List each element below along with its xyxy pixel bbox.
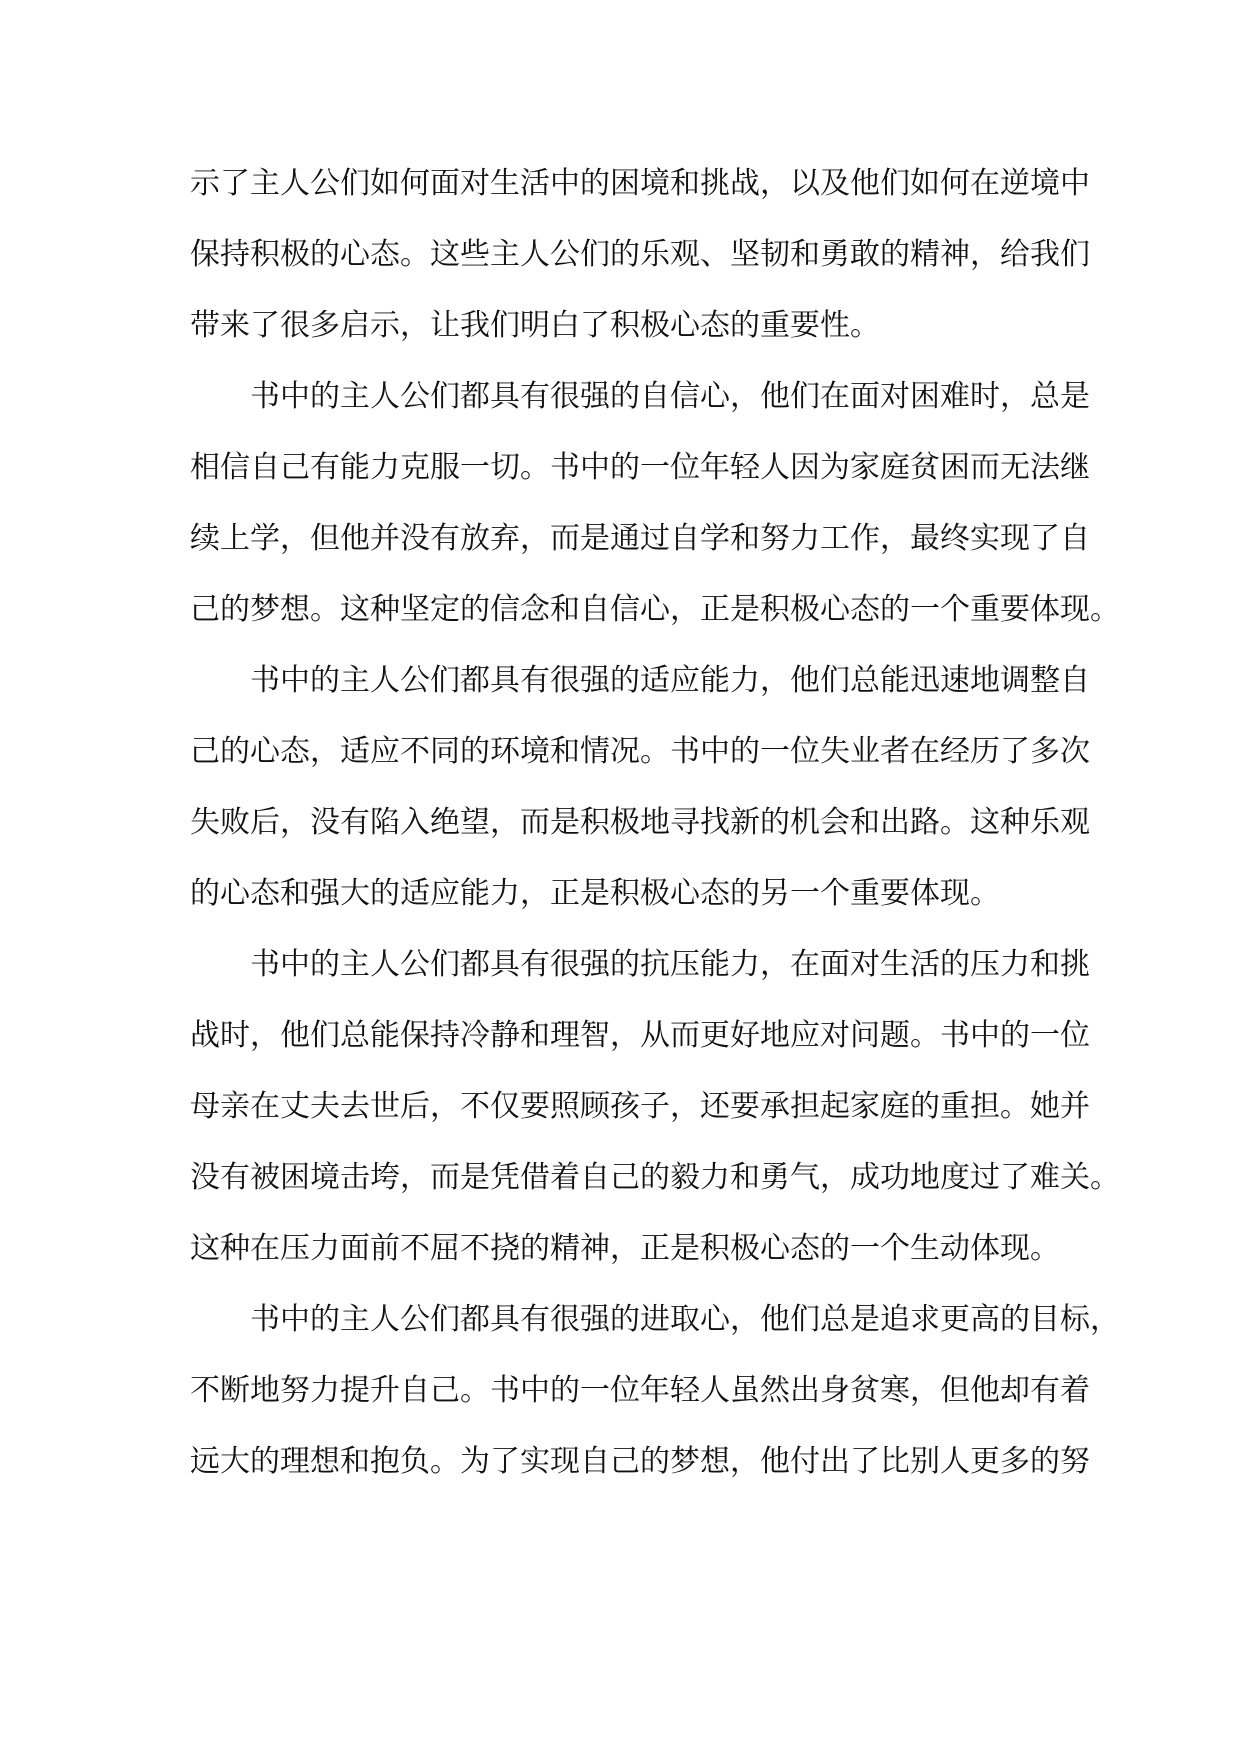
text-line: 相信自己有能力克服一切。书中的一位年轻人因为家庭贫困而无法继	[190, 450, 1090, 485]
text-line: 母亲在丈夫去世后，不仅要照顾孩子，还要承担起家庭的重担。她并	[190, 1089, 1090, 1124]
text-line: 保持积极的心态。这些主人公们的乐观、坚韧和勇敢的精神，给我们	[190, 237, 1090, 272]
text-line: 续上学，但他并没有放弃，而是通过自学和努力工作，最终实现了自	[190, 521, 1090, 556]
text-line: 书中的主人公们都具有很强的进取心，他们总是追求更高的目标，	[250, 1302, 1120, 1337]
paragraph-continuation	[190, 148, 1090, 361]
text-line: 带来了很多启示，让我们明白了积极心态的重要性。	[190, 308, 880, 343]
text-line: 战时，他们总能保持冷静和理智，从而更好地应对问题。书中的一位	[190, 1018, 1090, 1053]
paragraph-ambition	[190, 1284, 1120, 1497]
text-line: 示了主人公们如何面对生活中的困境和挑战，以及他们如何在逆境中	[190, 166, 1090, 201]
text-line: 不断地努力提升自己。书中的一位年轻人虽然出身贫寒，但他却有着	[190, 1373, 1090, 1408]
text-line: 己的心态，适应不同的环境和情况。书中的一位失业者在经历了多次	[190, 734, 1090, 769]
text-line: 失败后，没有陷入绝望，而是积极地寻找新的机会和出路。这种乐观	[190, 805, 1090, 840]
text-line: 的心态和强大的适应能力，正是积极心态的另一个重要体现。	[190, 876, 1000, 911]
text-line: 这种在压力面前不屈不挠的精神，正是积极心态的一个生动体现。	[190, 1231, 1060, 1266]
paragraph-resilience	[190, 929, 1120, 1284]
text-line: 书中的主人公们都具有很强的抗压能力，在面对生活的压力和挑	[250, 947, 1090, 982]
document-body	[190, 148, 1120, 1497]
text-line: 己的梦想。这种坚定的信念和自信心，正是积极心态的一个重要体现。	[190, 592, 1120, 627]
paragraph-adaptability	[190, 645, 1090, 929]
text-line: 书中的主人公们都具有很强的自信心，他们在面对困难时，总是	[250, 379, 1090, 414]
text-line: 书中的主人公们都具有很强的适应能力，他们总能迅速地调整自	[250, 663, 1090, 698]
paragraph-confidence	[190, 361, 1120, 645]
text-line: 没有被困境击垮，而是凭借着自己的毅力和勇气，成功地度过了难关。	[190, 1160, 1120, 1195]
text-line: 远大的理想和抱负。为了实现自己的梦想，他付出了比别人更多的努	[190, 1444, 1090, 1479]
